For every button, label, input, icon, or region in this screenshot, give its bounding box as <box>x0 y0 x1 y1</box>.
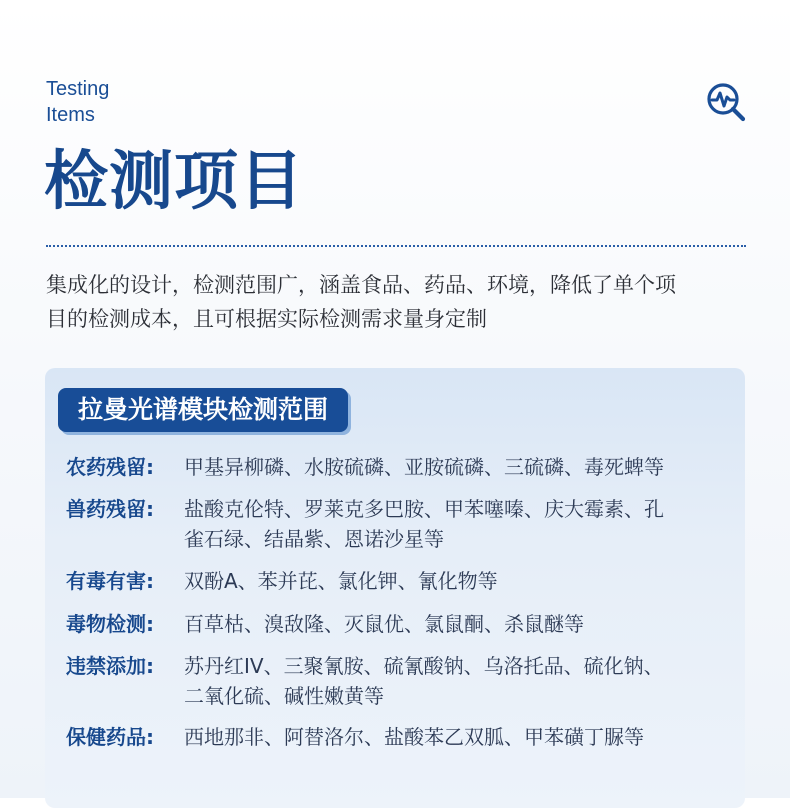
scope-value <box>184 722 739 752</box>
intro-paragraph <box>46 268 758 336</box>
search-analysis-icon <box>704 80 748 124</box>
scope-label: 毒物检测: <box>66 612 154 636</box>
scope-label: 保健药品: <box>66 725 154 749</box>
scope-value-line: 西地那非、阿替洛尔、盐酸苯乙双胍、甲苯磺丁脲等 <box>184 725 644 749</box>
eyebrow-line-1: Testing <box>46 78 110 100</box>
scope-value <box>184 651 739 711</box>
intro-line-1: 集成化的设计，检测范围广，涵盖食品、药品、环境，降低了单个项 <box>46 273 676 297</box>
scope-value <box>184 494 739 554</box>
panel-title-badge: 拉曼光谱模块检测范围 <box>58 388 348 432</box>
scope-value <box>184 452 739 482</box>
scope-value-line: 雀石绿、结晶紫、恩诺沙星等 <box>184 527 444 551</box>
scope-value-line: 盐酸克伦特、罗莱克多巴胺、甲苯噻嗪、庆大霉素、孔 <box>184 497 664 521</box>
intro-line-2: 目的检测成本，且可根据实际检测需求量身定制 <box>46 307 487 331</box>
eyebrow-line-2: Items <box>46 104 95 126</box>
scope-label: 农药残留: <box>66 455 154 479</box>
scope-label: 兽药残留: <box>66 497 154 521</box>
scope-value-line: 苏丹红IV、三聚氰胺、硫氰酸钠、乌洛托品、硫化钠、 <box>184 654 664 678</box>
dotted-divider <box>46 245 746 247</box>
section-eyebrow <box>46 76 109 128</box>
scope-label: 有毒有害: <box>66 569 154 593</box>
scope-value-line: 百草枯、溴敌隆、灭鼠优、氯鼠酮、杀鼠醚等 <box>184 612 584 636</box>
scope-value <box>184 609 739 639</box>
scope-label: 违禁添加: <box>66 654 154 678</box>
scope-value <box>184 566 739 596</box>
scope-value-line: 二氧化硫、碱性嫩黄等 <box>184 684 384 708</box>
scope-value-line: 双酚A、苯并芘、氯化钾、氰化物等 <box>184 569 498 593</box>
scope-value-line: 甲基异柳磷、水胺硫磷、亚胺硫磷、三硫磷、毒死蜱等 <box>184 455 664 479</box>
page-title: 检测项目 <box>44 144 304 219</box>
